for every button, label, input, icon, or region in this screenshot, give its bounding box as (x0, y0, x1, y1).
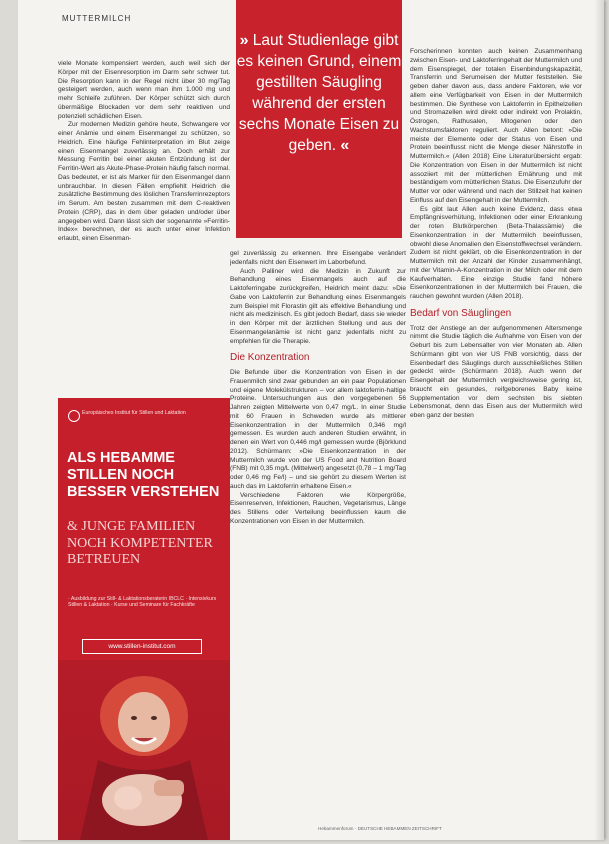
paragraph: Die Befunde über die Konzentration von Eisen in der Frauenmilch sind zwar gebunden an ein paar Populationen und eigene Molekülstrukturen – vor allem laktoferrin-haltige Proteine. Untersuchungen aus den vorgegebenen 56 Jahren zeigten Mittelwerte von 0,47 mg/L. In einer Studie mit 60 Frauen in Schweden wurde als mittlerer Eisenkonzentration in der Muttermilch 0,346 mg/l gemessen. Es wurden auch anderen Studien erwähnt, in denen ein Wert von 0,446 mg/l gemessen wurde (Björklund 2012). Schürmann: »Die Eisenkonzentration in der Muttermilch wurde von der US Food and Nutrition Board (FNB) mit 0,35 mg/L (Mittelwert) angesetzt (0,78 – 1 mg/Tag oder 0,46 mg Fe/l) – und sie gehört zu diesem Werten ist auch das im Laktoferrin erhaltene Eisen.« (230, 369, 406, 490)
section-heading-konzentration: Die Konzentration (230, 352, 310, 364)
quote-open-mark: » (239, 32, 249, 49)
ad-headline: ALS HEBAMME STILLEN NOCH BESSER VERSTEHEN (67, 450, 220, 500)
text-column-right (410, 48, 582, 828)
ad-url-link[interactable]: www.stillen-institut.com (82, 639, 202, 654)
paragraph: gel zuverlässig zu erkennen. Ihre Eisengabe verändert jedenfalls nicht den Eisenwert im Laborbefund. (230, 250, 406, 266)
quote-text: Laut Studienlage gibt es keinen Grund, einem gestillten Säugling während der ersten sechs Monate Eisen zu geben. (236, 32, 402, 154)
mother-baby-illustration (58, 660, 230, 840)
paragraph: Es gibt laut Allen auch keine Evidenz, dass etwa Empfängnisverhütung, Infektionen oder einer Erkrankung der roten Blutkörperchen (Beta-Thalassämie) die Eisenkonzentration in der Muttermilch beeinflussen, obwohl diese Anomalien den Eisenstoffwechsel verändern. Zudem ist nicht geklärt, ob die Eisenkonzentration in der Muttermilch mit der Anzahl der Kinder zusammenhängt, mit der Vitamin-A-Konzentration in der Milch oder mit dem Kaufverhalten. Eine einzige Studie fand höhere Eisenkonzentrationen in der Muttermilch bei Frauen, die rauchen gewohnt wurden (Allen 2018). (410, 205, 582, 300)
pull-quote (236, 0, 402, 238)
advertisement (58, 398, 230, 840)
page-edge-shadow (594, 0, 604, 840)
text-column-left (58, 60, 230, 390)
paragraph: Verschiedene Faktoren wie Körpergröße, Eisenreserven, Infektionen, Rauchen, Vegetarismus, Länge des Stillens oder Verteilung beeinflussen kaum die Konzentrationen von Eisen in der Muttermilch. (230, 491, 406, 525)
paragraph: Zur modernen Medizin gehöre heute, Schwangere vor einer Anämie und einem Eisenmangel zu schützen, so Heidrich. Eine häufige Fehlinterpretation im Blut zeige einen Eisenmangel zuverlässig an. Doch erhält zur Messung Ferritin bei einer akuten Entzündung ist der Ferritin-Wert als Akute-Phase-Protein häufig falsch normal. Das bedeutet, er ist als Marker für den Eisenmangel dann unbrauchbar. In diesen Fällen empfiehlt Heidrich die zusätzliche Bestimmung des löslichen Transferrinrezeptors im Serum. Am besten zusammen mit dem C-reaktiven Protein (CRP), das in dem über geladen und/oder über angegeben wird. Dann lässt sich der sogenannte »Ferritin-Index« berechnen, der es auch unter einer Infektion erlaubt, einen Eisenman- (58, 121, 230, 242)
paragraph: Trotz der Anstiege an der aufgenommenen Altersmenge nimmt die Studie täglich die Aufnahme von Eisen von der Geburt bis zum Lebensalter von vier Monaten ab. Allen Schürmann gibt von vier US FNB vorsichtig, dass der Eisenbedarf des Säuglings durch ausschließliches Stillen gedeckt wird« (Schürmann 2018). Auch wenn der Eisengehalt der Muttermilch vergleichsweise gering ist, braucht ein gesundes, reifgeborenes Baby keine Supplementation vor dem sechsten bis siebten Lebensmonat, denn das Eisen aus der Muttermilch wird eben ganz der besten (410, 324, 582, 419)
page-footer: Hebammenforum · DEUTSCHE HEBAMMEN ZEITSCHRIFT (318, 826, 442, 831)
ad-course-list: · Ausbildung zur Still- & Laktationsberaterin IBCLC · Intensivkurs Stillen & Laktation · Kurse und Seminare für Fachkräfte (68, 596, 217, 609)
paragraph: viele Monate kompensiert werden, auch weil sich der Körper mit der Eisenresorption im Darm sehr schwer tut. Die Resorption kann in der Regel nicht über 30 mg/Tag gesteigert werden, auch wenn man ihm 1.000 mg und mehr Schleife zuführen. Der Körper schützt sich durch übermäßige Blockaden vor dem sehr reaktiven und potenziell schädlichen Eisen. (58, 60, 230, 120)
institute-logo-icon (68, 410, 80, 422)
text-column-middle (230, 250, 406, 840)
paragraph: Auch Palliner wird die Medizin in Zukunft zur Behandlung eines Eisenmangels auch auf die Laktoferringabe zurückgreifen, Heidrich meint dazu: »Die Gabe von Laktoferrin zur Behandlung eines Eisenmangels zum Beispiel mit Florastin gilt als effektive Behandlung und nicht als medizinisch. Es gibt jedoch Bedarf, dass sie wieder in den Körper mit der ärztlichen Stellung und aus der Eisenmangelanämie ist nicht ganz jedenfalls nicht zu empfehlen für die Therapie. (230, 267, 406, 345)
quote-close-mark: « (340, 137, 350, 154)
paragraph: Forscherinnen konnten auch keinen Zusammenhang zwischen Eisen- und Laktoferringehalt der Muttermilch und dem Eisenspiegel, der totalen Eisenbindungskapazität, Transferrin und Serumeisen der Mutter feststellen. Sie geben daher davon aus, dass andere Faktoren, wie vor allem eine Verfügbarkeit von Eisen in der Muttermilch bestimmen. Die Synthese von Laktoferrin in Epithelzellen und Stromazellen wird direkt oder indirekt von Prolaktin, Östrogen, Rathusalen, Mitogenen oder den Wachstumsfaktoren reguliert. Auch Allen betont: »Die meiste der Elemente oder der Status von Eisen und Protein beeinflusst nicht die Menge dieser Nährstoffe in Muttermilch.« (Allen 2018) Eine Literaturübersicht ergab: Die Konzentration von Eisen in der Muttermilch ist nicht assoziiert mit der mütterlichen Ernährung und mit beständigem vom mütterlichen Status. Die Eisenzufuhr der Mutter vor oder während und nach der Stillzeit hat keinen Einfluss auf den Eisengehalt in der Muttermilch. (410, 48, 582, 204)
section-heading-bedarf: Bedarf von Säuglingen (410, 307, 512, 319)
ad-photo-mother-baby (58, 660, 230, 840)
ad-institute-name: Europäisches Institut für Stillen und Laktation (82, 410, 186, 416)
magazine-page (18, 0, 604, 840)
ad-subline: & JUNGE FAMILIEN NOCH KOMPETENTER BETREUEN (67, 519, 213, 567)
section-header: MUTTERMILCH (62, 14, 132, 23)
